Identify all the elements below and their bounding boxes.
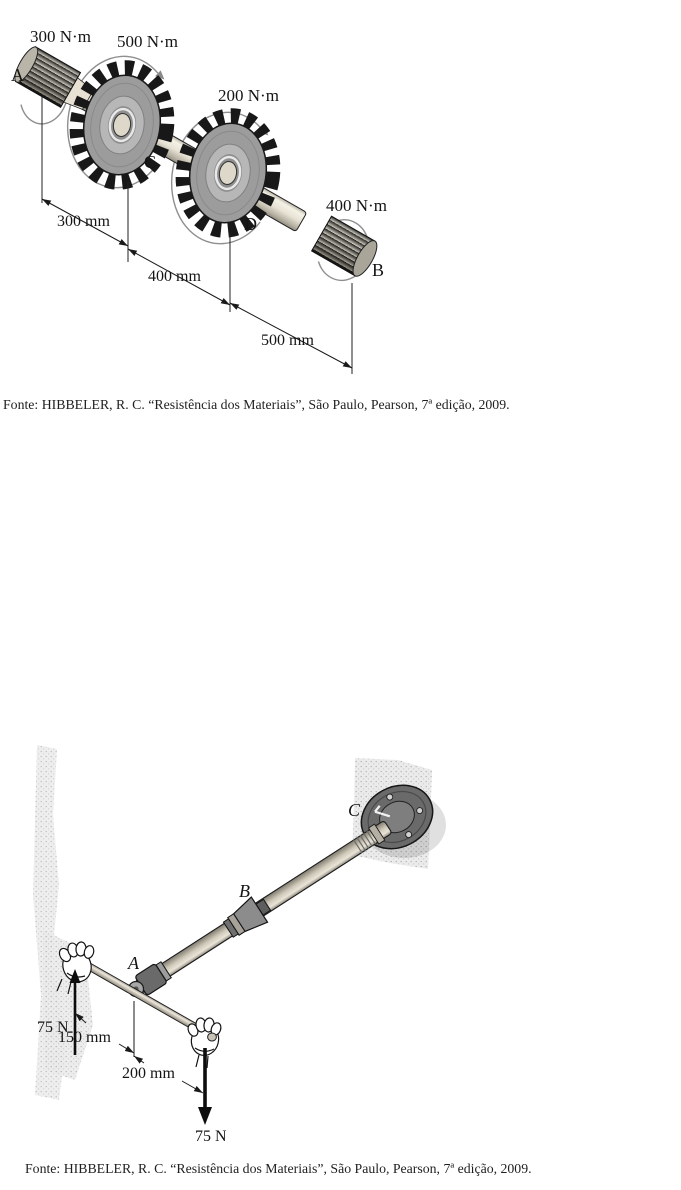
- torque-label-b: 400 N·m: [326, 196, 387, 215]
- torque-label-c: 500 N·m: [117, 32, 178, 51]
- force-arrow-down-icon: [198, 1048, 212, 1125]
- gear-c: [70, 62, 175, 188]
- figure2-illustration: [15, 735, 470, 1160]
- torque-label-a: 300 N·m: [30, 27, 91, 46]
- dim-label-ac: 300 mm: [57, 213, 110, 230]
- point-label-d: D: [244, 214, 257, 234]
- main-shaft: [131, 814, 396, 1000]
- figure1-caption: Fonte: HIBBELER, R. C. “Resistência dos Materiais”, São Paulo, Pearson, 7ª edição, 2009.: [3, 397, 510, 412]
- dim-label-150: 150 mm: [58, 1029, 111, 1046]
- dim-label-cd: 400 mm: [148, 268, 201, 285]
- force-label-left: 75 N: [37, 1019, 69, 1036]
- point-label-b: B: [372, 260, 385, 280]
- force-label-bottom: 75 N: [195, 1128, 227, 1145]
- torque-label-d: 200 N·m: [218, 86, 279, 105]
- dim-label-db: 500 mm: [261, 332, 314, 349]
- figure2-caption: Fonte: HIBBELER, R. C. “Resistência dos Materiais”, São Paulo, Pearson, 7ª edição, 2009.: [25, 1161, 532, 1176]
- point-label-c: C: [348, 800, 361, 820]
- point-label-b: B: [239, 881, 250, 901]
- point-label-c: C: [144, 152, 157, 172]
- point-label-a: A: [128, 953, 139, 973]
- gear-d: [176, 110, 281, 236]
- dim-label-200: 200 mm: [122, 1065, 175, 1082]
- handle-tip-knob: [208, 1033, 217, 1041]
- point-label-a: A: [11, 65, 24, 85]
- figure1-illustration: [0, 0, 420, 392]
